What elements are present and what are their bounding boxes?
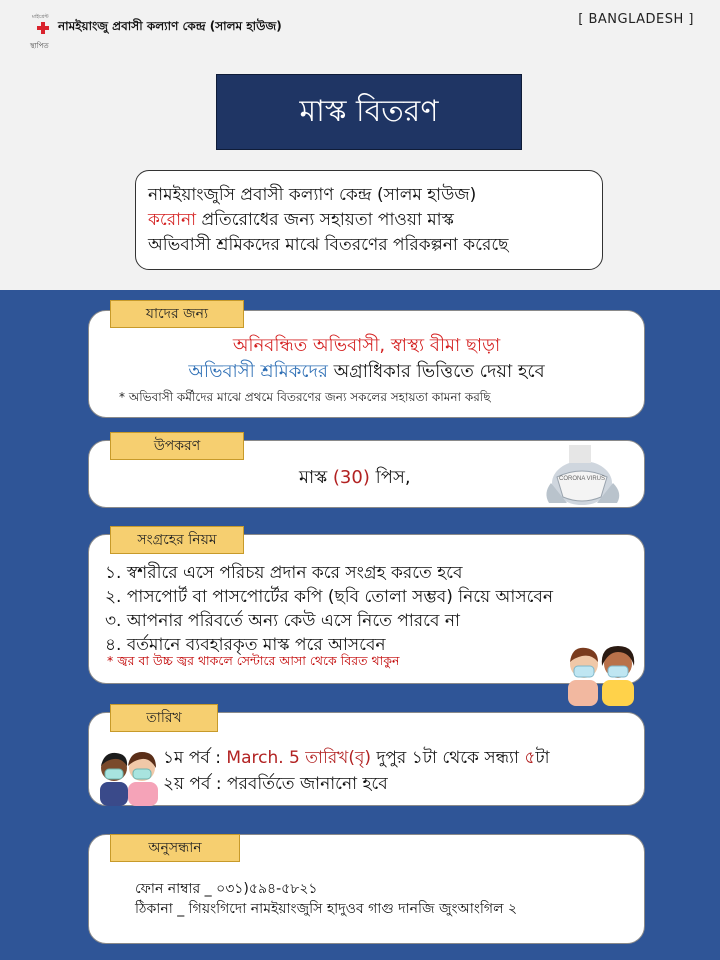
corona-word: করোনা <box>148 210 197 230</box>
phase-1-label: ১ম পর্ব : <box>163 748 227 768</box>
intro-line-2 <box>148 208 590 233</box>
mask-count: (30) <box>332 467 370 488</box>
org-logo <box>30 14 56 54</box>
phase-1-end-suffix: টা <box>535 748 550 768</box>
intro-line-1: নামইয়াংজুসি প্রবাসী কল্যাণ কেন্দ্র (সালম হাউজ) <box>148 185 477 205</box>
phase-1-time: দুপুর ১টা থেকে সন্ধ্যা <box>371 748 525 768</box>
for-whom-line-2-rest: অগ্রাধিকার ভিত্তিতে দেয়া হবে <box>327 361 545 382</box>
migrant-workers-text: অভিবাসী শ্রমিকদের <box>188 361 328 382</box>
intro-line-2-rest: প্রতিরোধের জন্য সহায়তা পাওয়া মাস্ক <box>196 210 454 230</box>
cross-icon <box>37 22 49 34</box>
rule-item: ১. স্বশরীরে এসে পরিচয় প্রদান করে সংগ্রহ করতে হবে <box>105 563 463 583</box>
for-whom-tag: যাদের জন্য <box>110 300 244 328</box>
for-whom-line-2 <box>89 357 644 388</box>
fever-warning: * জ্বর বা উচ্চ জ্বর থাকলে সেন্টারে আসা থেকে বিরত থাকুন <box>107 653 400 668</box>
logo-top-text: মাইগ্রেন্ট <box>32 14 49 20</box>
rule-item: ২. পাসপোর্ট বা পাসপোর্টের কপি (ছবি তোলা সম্ভব) নিয়ে আসবেন <box>105 587 554 607</box>
phase-1-row <box>163 745 550 773</box>
supplies-tag: উপকরণ <box>110 432 244 460</box>
org-name: নামইয়াংজু প্রবাসী কল্যাণ কেন্দ্র (সালম হাউজ) <box>58 19 282 33</box>
rule-item: ৩. আপনার পরিবর্তে অন্য কেউ এসে নিতে পারবে না <box>105 611 460 631</box>
phase-2-row: ২য় পর্ব : পরবর্তিতে জানানো হবে <box>163 774 388 794</box>
address: ঠিকানা _ গিয়ংগিদো নামইয়াংজুসি হাদুওব গাগু দানজি জুংআংগিল ২ <box>135 901 518 917</box>
page-title <box>216 74 522 150</box>
supplies-line <box>299 463 411 494</box>
for-whom-line-1: অনিবন্ধিত অভিবাসী, স্বাস্থ্য বীমা ছাড়া <box>232 335 501 356</box>
masked-people-illustration <box>562 636 638 706</box>
phase-1-end-hour: ৫ <box>524 748 536 768</box>
mask-text: মাস্ক <box>299 467 333 488</box>
corona-virus-mask-image <box>537 443 627 507</box>
contact-tag: অনুসন্ধান <box>110 834 240 862</box>
rules-list <box>105 561 553 657</box>
date-tag: তারিখ <box>110 704 218 732</box>
page-title-text: মাস্ক বিতরণ <box>299 93 439 129</box>
rule-item: ৪. বর্তমানে ব্যবহারকৃত মাস্ক পরে আসবেন <box>105 635 386 655</box>
rules-tag: সংগ্রহের নিয়ম <box>110 526 244 554</box>
corona-virus-label: CORONA VIRUS <box>558 476 606 482</box>
intro-box <box>135 170 603 270</box>
pieces-text: পিস, <box>369 467 411 488</box>
masked-people-illustration-2 <box>98 744 160 806</box>
intro-line-3: অভিবাসী শ্রমিকদের মাঝে বিতরণের পরিকল্পনা করেছে <box>148 235 509 255</box>
country-label: [ BANGLADESH ] <box>578 12 694 27</box>
for-whom-note: * অভিবাসী কর্মীদের মাঝে প্রথমে বিতরণের জন্য সকলের সহায়তা কামনা করছি <box>119 390 491 404</box>
phone-number: ফোন নাম্বার _ ০৩১)৫৯৪-৫৮২১ <box>135 881 318 897</box>
logo-caption: স্থাপিত <box>30 42 49 50</box>
phase-1-date: March. 5 তারিখ(বৃ) <box>226 748 372 768</box>
